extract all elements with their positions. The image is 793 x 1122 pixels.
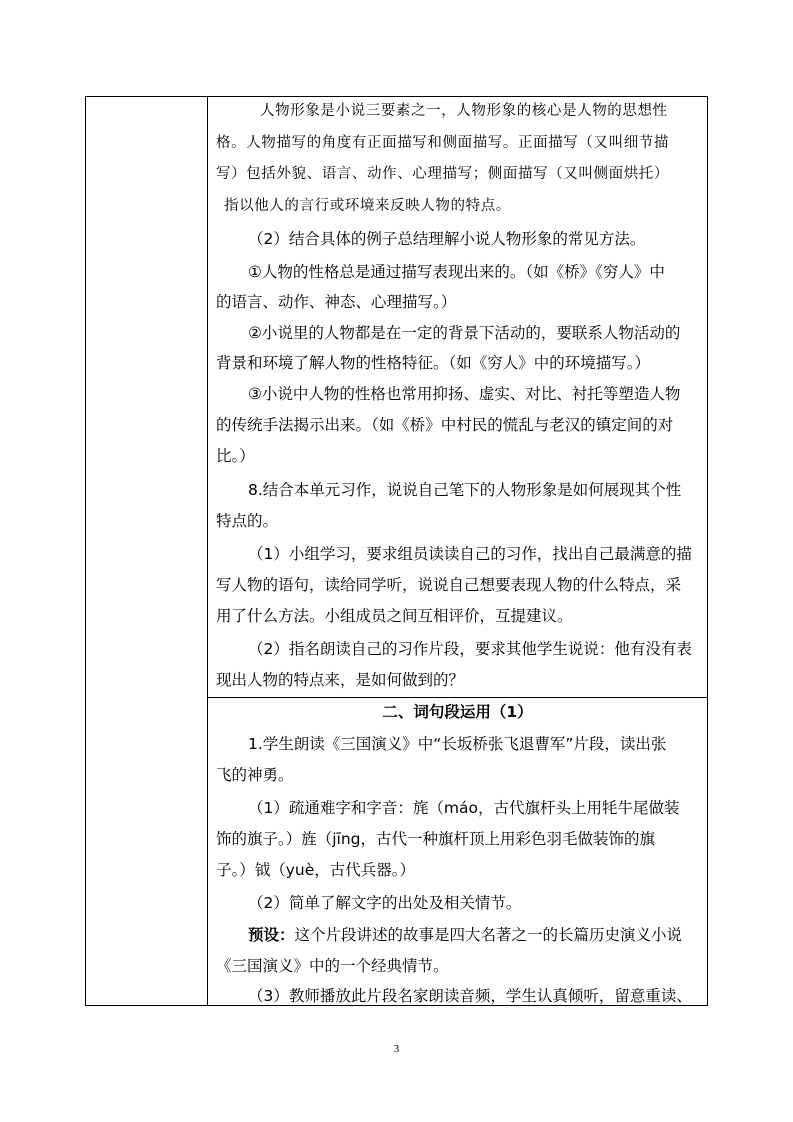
section-heading: 二、词句段运用（1） (382, 703, 533, 721)
text-line: ③小说中人物的性格也常用抑扬、虚实、对比、衬托等塑造人物 (248, 385, 681, 403)
text-line: 的传统手法揭示出来。（如《桥》中村民的慌乱与老汉的镇定间的对 (216, 416, 674, 434)
text-line: 用了什么方法。小组成员之间互相评价，互提建议。 (216, 607, 573, 625)
text-line: 背景和环境了解人物的性格特征。（如《穷人》中的环境描写。） (216, 354, 651, 372)
text-line: ①人物的性格总是通过描写表现出来的。（如《桥》《穷人》中 (248, 263, 665, 281)
text-line: 《三国演义》中的一个经典情节。 (216, 957, 449, 975)
text-line: ②小说里的人物都是在一定的背景下活动的，要联系人物活动的 (248, 324, 681, 342)
text-line: 比。） (216, 447, 255, 465)
text-line: 的语言、动作、神态、心理描写。） (216, 293, 457, 311)
text-line: 8.结合本单元习作，说说自己笔下的人物形象是如何展现其个性 (248, 481, 682, 499)
text-line: 飞的神勇。 (216, 766, 294, 784)
text-line: 写）包括外貌、语言、动作、心理描写；侧面描写（又叫侧面烘托） (216, 166, 669, 182)
text-line: 饰的旗子。）旌（jīng，古代一种旗杆顶上用彩色羽毛做装饰的旗 (216, 830, 656, 848)
content-cell-lower (208, 97, 707, 1005)
text-line: 特点的。 (216, 512, 279, 530)
text-line: （3）教师播放此片段名家朗读音频，学生认真倾听，留意重读、 (248, 987, 692, 1005)
text-line: 写人物的语句，读给同学听，说说自己想要表现人物的什么特点，采 (216, 576, 682, 594)
text-line: （1）小组学习，要求组员读读自己的习作，找出自己最满意的描 (248, 545, 692, 563)
left-column-cell (86, 97, 208, 1005)
text-line: （2）简单了解文字的出处及相关情节。 (248, 894, 522, 912)
text-line: 人物形象是小说三要素之一，人物形象的核心是人物的思想性 (260, 103, 668, 119)
text-line: （1）疏通难字和字音：旄（máo，古代旗杆头上用牦牛尾做装 (248, 799, 680, 817)
preset-label: 预设： (248, 926, 295, 944)
text-line: 格。人物描写的角度有正面描写和侧面描写。正面描写（又叫细节描 (216, 135, 669, 151)
lesson-table (85, 96, 708, 1006)
preset-text: 这个片段讲述的故事是四大名著之一的长篇历史演义小说 (294, 926, 683, 944)
page-number: 3 (393, 1043, 400, 1055)
text-line: 子。）钺（yuè，古代兵器。） (216, 861, 416, 879)
text-line (216, 925, 699, 945)
text-line: 1.学生朗读《三国演义》中“长坂桥张飞退曹军”片段，读出张 (248, 735, 667, 753)
text-line: 指以他人的言行或环境来反映人物的特点。 (224, 198, 511, 214)
text-line: 现出人物的特点来，是如何做到的？ (216, 671, 465, 689)
text-line: （2）结合具体的例子总结理解小说人物形象的常见方法。 (248, 230, 646, 248)
text-line: （2）指名朗读自己的习作片段，要求其他学生说说：他有没有表 (248, 640, 692, 658)
